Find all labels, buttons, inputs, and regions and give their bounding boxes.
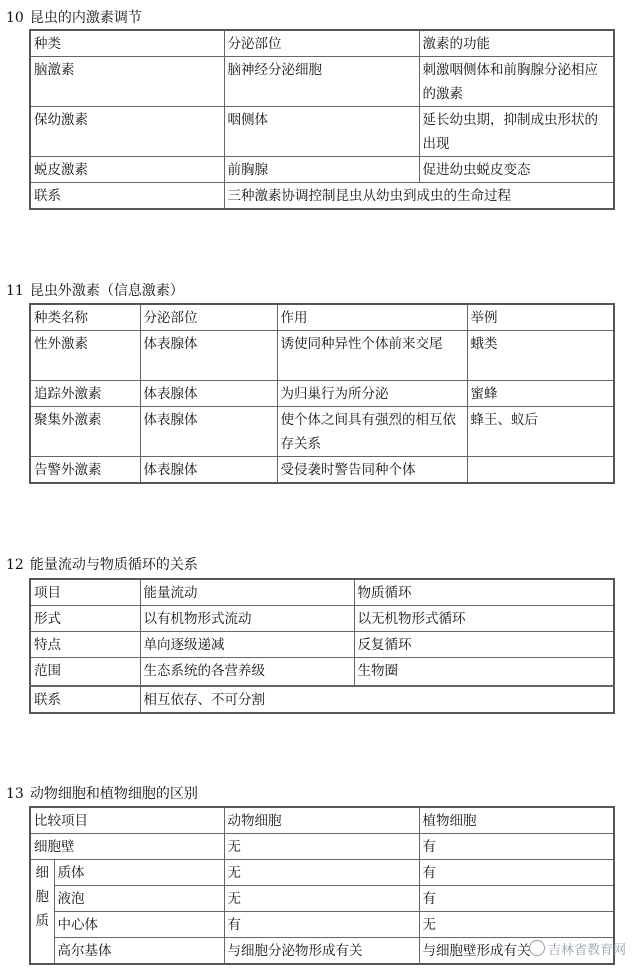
header-cell: 作用 bbox=[277, 304, 467, 331]
table-cell: 与细胞壁形成有关 bbox=[419, 938, 614, 965]
section-title bbox=[6, 9, 142, 27]
table-cell: 有 bbox=[419, 834, 614, 860]
table-cell bbox=[467, 457, 614, 484]
table-row bbox=[30, 886, 614, 912]
table-cell: 特点 bbox=[30, 632, 140, 658]
table-cell: 延长幼虫期，抑制成虫形状的出现 bbox=[419, 107, 614, 157]
header-cell: 举例 bbox=[467, 304, 614, 331]
table-cell: 告警外激素 bbox=[30, 457, 140, 484]
table-header-row bbox=[30, 807, 614, 834]
table-cell: 聚集外激素 bbox=[30, 407, 140, 457]
table-cell: 细胞壁 bbox=[30, 834, 224, 860]
table-row bbox=[30, 860, 614, 886]
table-row bbox=[30, 686, 614, 713]
table-cell: 中心体 bbox=[54, 912, 224, 938]
table-cell: 无 bbox=[224, 834, 419, 860]
header-cell: 激素的功能 bbox=[419, 30, 614, 57]
cytoplasm-char: 胞 bbox=[35, 889, 49, 905]
table-header-row bbox=[30, 30, 614, 57]
table-cell: 液泡 bbox=[54, 886, 224, 912]
table-row bbox=[30, 658, 614, 686]
table-cell: 刺激咽侧体和前胸腺分泌相应的激素 bbox=[419, 57, 614, 107]
section-title-text: 动物细胞和植物细胞的区别 bbox=[29, 786, 198, 802]
table-cell: 脑激素 bbox=[30, 57, 224, 107]
table-row bbox=[30, 938, 614, 965]
table-cell: 生物圈 bbox=[354, 658, 614, 686]
table-cell: 高尔基体 bbox=[54, 938, 224, 965]
table-row bbox=[30, 912, 614, 938]
table-row bbox=[30, 157, 614, 183]
table-cell: 三种激素协调控制昆虫从幼虫到成虫的生命过程 bbox=[224, 183, 614, 210]
table-cell: 体表腺体 bbox=[140, 457, 277, 484]
table-cell: 体表腺体 bbox=[140, 381, 277, 407]
hormone-table bbox=[29, 29, 615, 210]
table-header-row bbox=[30, 579, 614, 606]
table-header-row bbox=[30, 304, 614, 331]
section-number: 12 bbox=[6, 557, 24, 573]
header-cell: 物质循环 bbox=[354, 579, 614, 606]
header-cell: 种类 bbox=[30, 30, 224, 57]
table-row bbox=[30, 834, 614, 860]
table-cell: 使个体之间具有强烈的相互依存关系 bbox=[277, 407, 467, 457]
section-title bbox=[6, 785, 198, 803]
table-row bbox=[30, 407, 614, 457]
header-cell: 动物细胞 bbox=[224, 807, 419, 834]
energy-matter-table bbox=[29, 578, 615, 714]
table-cell: 促进幼虫蜕皮变态 bbox=[419, 157, 614, 183]
table-cell: 生态系统的各营养级 bbox=[140, 658, 354, 686]
table-row bbox=[30, 57, 614, 107]
table-row bbox=[30, 632, 614, 658]
header-cell: 种类名称 bbox=[30, 304, 140, 331]
table-cell: 追踪外激素 bbox=[30, 381, 140, 407]
table-cell: 受侵袭时警告同种个体 bbox=[277, 457, 467, 484]
section-title-text: 昆虫的内激素调节 bbox=[29, 10, 142, 26]
section-number: 10 bbox=[6, 10, 24, 26]
cytoplasm-char: 细 bbox=[35, 865, 49, 881]
table-cell: 有 bbox=[419, 860, 614, 886]
section-title-text: 能量流动与物质循环的关系 bbox=[29, 557, 198, 573]
table-row bbox=[30, 457, 614, 484]
table-cell: 体表腺体 bbox=[140, 407, 277, 457]
table-cell: 咽侧体 bbox=[224, 107, 419, 157]
watermark-text: 吉林省教育网 bbox=[547, 943, 626, 958]
table-cell: 有 bbox=[224, 912, 419, 938]
table-cell: 质体 bbox=[54, 860, 224, 886]
table-cell: 相互依存、不可分割 bbox=[140, 686, 614, 713]
wechat-icon bbox=[529, 940, 545, 956]
header-cell: 植物细胞 bbox=[419, 807, 614, 834]
table-cell: 蜜蜂 bbox=[467, 381, 614, 407]
section-title-text: 昆虫外激素（信息激素） bbox=[29, 283, 184, 299]
cell-comparison-table bbox=[29, 806, 615, 965]
table-cell: 与细胞分泌物形成有关 bbox=[224, 938, 419, 965]
section-title bbox=[6, 556, 198, 574]
watermark bbox=[529, 939, 626, 958]
header-cell: 比较项目 bbox=[30, 807, 224, 834]
table-cell: 体表腺体 bbox=[140, 331, 277, 381]
table-row bbox=[30, 381, 614, 407]
table-cell: 无 bbox=[224, 860, 419, 886]
table-cell: 保幼激素 bbox=[30, 107, 224, 157]
table-row bbox=[30, 606, 614, 632]
table-cell: 蜕皮激素 bbox=[30, 157, 224, 183]
table-row bbox=[30, 331, 614, 381]
table-cell: 以有机物形式流动 bbox=[140, 606, 354, 632]
table-cell: 前胸腺 bbox=[224, 157, 419, 183]
section-number: 13 bbox=[6, 786, 24, 802]
table-row bbox=[30, 107, 614, 157]
table-cell: 蜂王、蚁后 bbox=[467, 407, 614, 457]
table-cell: 联系 bbox=[30, 183, 224, 210]
table-cell: 有 bbox=[419, 886, 614, 912]
cytoplasm-char: 质 bbox=[35, 913, 49, 929]
header-cell: 分泌部位 bbox=[140, 304, 277, 331]
section-title bbox=[6, 282, 184, 300]
table-cell: 单向逐级递减 bbox=[140, 632, 354, 658]
table-cell: 无 bbox=[419, 912, 614, 938]
table-cell: 无 bbox=[224, 886, 419, 912]
pheromone-table bbox=[29, 303, 615, 484]
table-cell: 蛾类 bbox=[467, 331, 614, 381]
table-cell: 联系 bbox=[30, 686, 140, 713]
header-cell: 能量流动 bbox=[140, 579, 354, 606]
table-cell: 性外激素 bbox=[30, 331, 140, 381]
table-cell: 以无机物形式循环 bbox=[354, 606, 614, 632]
table-cell: 诱使同种异性个体前来交尾 bbox=[277, 331, 467, 381]
header-cell: 分泌部位 bbox=[224, 30, 419, 57]
section-number: 11 bbox=[6, 283, 24, 299]
table-row bbox=[30, 183, 614, 210]
header-cell: 项目 bbox=[30, 579, 140, 606]
cytoplasm-label-cell bbox=[30, 860, 54, 965]
table-cell: 反复循环 bbox=[354, 632, 614, 658]
table-cell: 脑神经分泌细胞 bbox=[224, 57, 419, 107]
table-cell: 为归巢行为所分泌 bbox=[277, 381, 467, 407]
table-cell: 形式 bbox=[30, 606, 140, 632]
table-cell: 范围 bbox=[30, 658, 140, 686]
